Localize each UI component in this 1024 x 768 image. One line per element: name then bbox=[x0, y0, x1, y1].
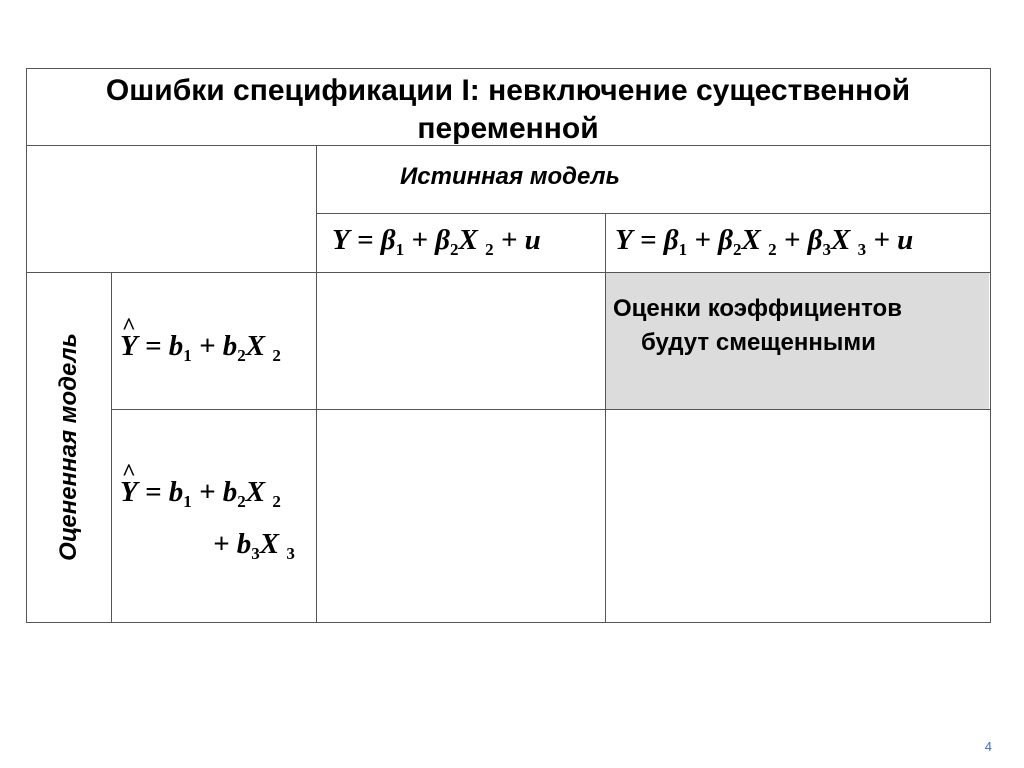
estimated-model-equation-1: ^ $Y = b_1 + b_2X$ $_2$ bbox=[120, 330, 281, 366]
bias-note-line-2: будут смещенными bbox=[641, 329, 876, 356]
grid-line bbox=[26, 145, 991, 146]
estimated-model-header bbox=[27, 272, 111, 622]
page-title: Ошибки спецификации I: невключение существенной переменной bbox=[105, 74, 911, 145]
true-model-equation-1: $Y = \beta_1 + \beta_2X$ $_2$ + u bbox=[332, 224, 541, 259]
bias-note-line-1: Оценки коэффициентов bbox=[613, 295, 902, 322]
true-model-header: Истинная модель bbox=[400, 163, 620, 190]
grid-line bbox=[111, 409, 991, 410]
grid-line bbox=[316, 213, 991, 214]
page-number: 4 bbox=[984, 739, 992, 754]
grid-line bbox=[111, 272, 112, 623]
grid-line bbox=[316, 145, 317, 623]
estimated-model-equation-2-continued: + $b_3X$ $_3$ bbox=[213, 528, 295, 563]
estimated-model-label: Оцененная модель bbox=[55, 333, 82, 561]
estimated-model-equation-2: ^ $Y = b_1 + b_2X$ $_2$ bbox=[120, 476, 281, 512]
grid-line bbox=[605, 213, 606, 623]
bias-note bbox=[613, 292, 983, 360]
grid-line bbox=[26, 272, 991, 273]
true-model-equation-2: $Y = \beta_1 + \beta_2X$ $_2 + \beta_3X$ $_3$ + u bbox=[615, 224, 914, 259]
